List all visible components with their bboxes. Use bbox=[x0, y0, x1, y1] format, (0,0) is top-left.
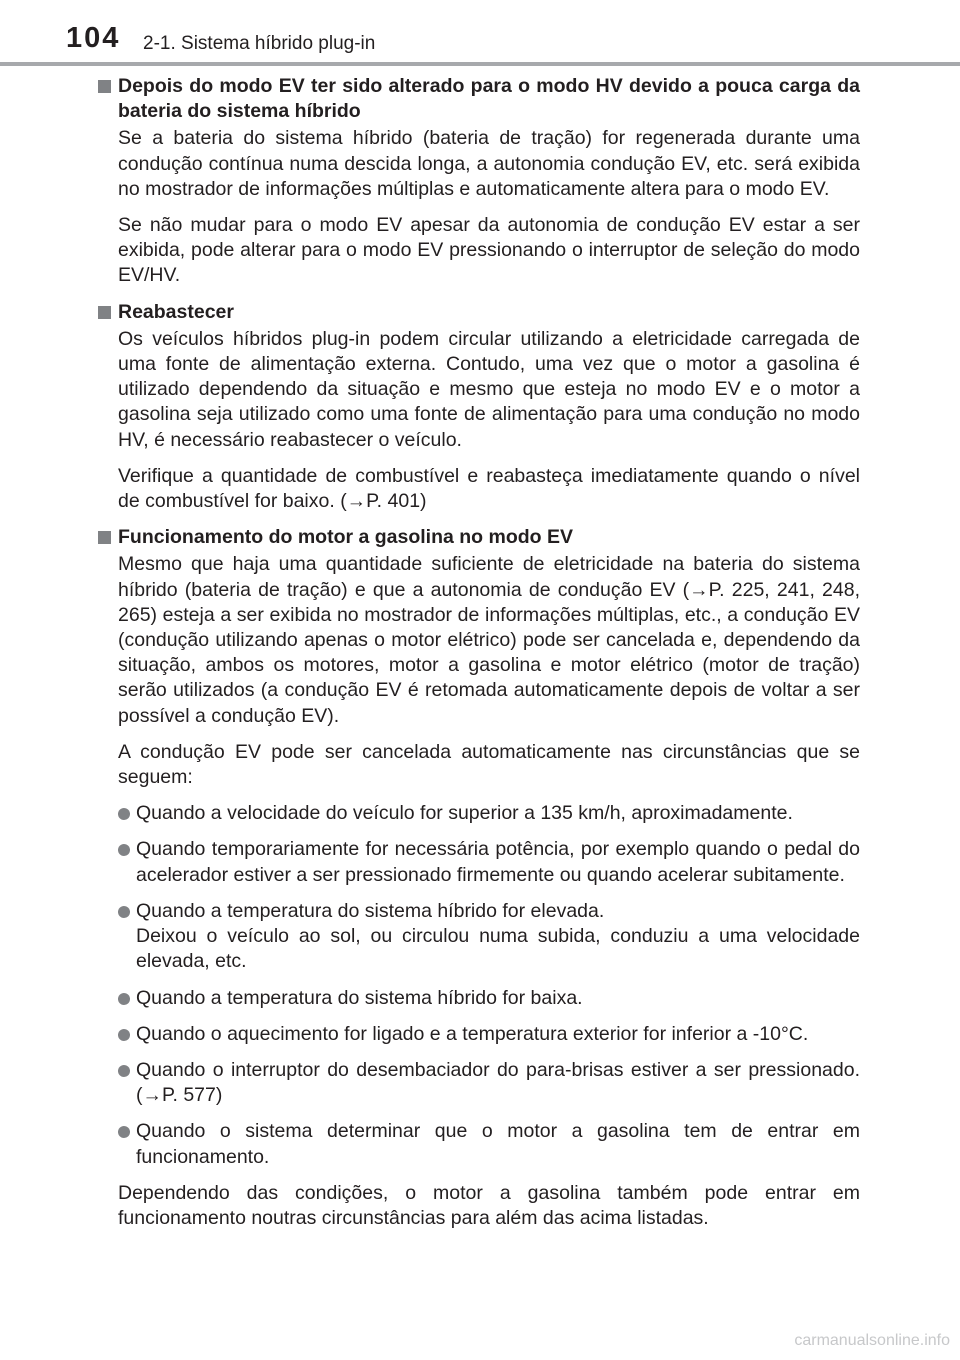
list-item bbox=[118, 837, 860, 887]
list-item bbox=[118, 801, 860, 826]
paragraph: Se a bateria do sistema híbrido (bateria de tração) for regenerada durante uma condução contínua numa descida longa, a autonomia condução EV, etc. será exibida no mostrador de informações múltiplas e automaticamente altera para o modo EV. bbox=[118, 127, 860, 200]
circle-bullet-icon bbox=[118, 844, 130, 856]
square-bullet-icon bbox=[98, 80, 111, 93]
square-bullet-icon bbox=[98, 531, 111, 544]
paragraph: Se não mudar para o modo EV apesar da autonomia de condução EV estar a ser exibida, pode alterar para o modo EV pressionando o interruptor de seleção do modo EV/HV. bbox=[118, 214, 860, 287]
list-item-text: Quando a temperatura do sistema híbrido for baixa. bbox=[136, 986, 583, 1009]
paragraph: Verifique a quantidade de combustível e reabasteça imediatamente quando o nível de combustível for baixo. (→P. 401) bbox=[118, 464, 860, 513]
list-item bbox=[118, 986, 860, 1011]
list-item-text: Quando o interruptor do desembaciador do para-brisas estiver a ser pressionado. (→P. 577) bbox=[136, 1058, 860, 1107]
paragraph: Mesmo que haja uma quantidade suficiente de eletricidade na bateria do sistema híbrido (bateria de tração) e que a autonomia de condução EV (→P. 225, 241, 248, 265) esteja a ser exibida no mostrador de informações múltiplas, etc., a condução EV (condução utilizando apenas o motor elétrico) pode ser cancelada e, dependendo da situação, ambos os motores, motor a gasolina e motor elétrico (motor de tração) serão utilizados (a condução EV é retomada automaticamente depois de voltar a ser possível a condução EV). bbox=[118, 553, 860, 727]
circle-bullet-icon bbox=[118, 1065, 130, 1077]
header-divider bbox=[0, 62, 960, 66]
square-bullet-icon bbox=[98, 306, 111, 319]
list-item bbox=[118, 1058, 860, 1108]
list-item-text: Quando temporariamente for necessária potência, por exemplo quando o pedal do acelerador estiver a ser pressionado firmemente ou quando acelerar subitamente. bbox=[136, 838, 860, 886]
circle-bullet-icon bbox=[118, 1029, 130, 1041]
page-number: 104 bbox=[66, 22, 121, 54]
list-item bbox=[118, 1022, 860, 1047]
list-item-text: Quando a temperatura do sistema híbrido for elevada. bbox=[136, 899, 605, 922]
paragraph: Os veículos híbridos plug-in podem circular utilizando a eletricidade carregada de uma fonte de alimentação externa. Contudo, uma vez que o motor a gasolina é utilizado dependendo da situação e mesmo que esteja no modo EV e o motor a gasolina seja utilizado como uma fonte de alimentação para uma condução no modo HV, é necessário reabastecer o veículo. bbox=[118, 327, 860, 451]
list-item bbox=[118, 1119, 860, 1169]
paragraph: A condução EV pode ser cancelada automaticamente nas circunstâncias que se seguem: bbox=[118, 740, 860, 789]
page-content bbox=[96, 74, 860, 1242]
watermark: carmanualsonline.info bbox=[794, 1332, 950, 1349]
topic-ev-to-hv bbox=[96, 74, 860, 289]
topic-engine-in-ev-mode bbox=[96, 525, 860, 1231]
circle-bullet-icon bbox=[118, 993, 130, 1005]
topic-heading: Funcionamento do motor a gasolina no modo EV bbox=[118, 526, 574, 549]
page-header bbox=[0, 0, 960, 70]
circle-bullet-icon bbox=[118, 906, 130, 918]
list-item bbox=[118, 899, 860, 975]
closing-paragraph: Dependendo das condições, o motor a gasolina também pode entrar em funcionamento noutras circunstâncias para além das acima listadas. bbox=[118, 1181, 860, 1229]
topic-heading: Reabastecer bbox=[118, 300, 234, 323]
list-item-text: Quando o sistema determinar que o motor a gasolina tem de entrar em funcionamento. bbox=[136, 1120, 860, 1168]
list-item-text: Quando o aquecimento for ligado e a temperatura exterior for inferior a -10°C. bbox=[136, 1022, 809, 1045]
circle-bullet-icon bbox=[118, 1126, 130, 1138]
circle-bullet-icon bbox=[118, 808, 130, 820]
list-item-text: Quando a velocidade do veículo for superior a 135 km/h, aproximadamente. bbox=[136, 802, 793, 825]
section-title: 2-1. Sistema híbrido plug-in bbox=[143, 33, 376, 54]
list-item-subtext: Deixou o veículo ao sol, ou circulou numa subida, conduziu a uma velocidade elevada, etc. bbox=[136, 925, 860, 973]
topic-heading: Depois do modo EV ter sido alterado para o modo HV devido a pouca carga da bateria do sistema híbrido bbox=[118, 75, 860, 123]
topic-refuel bbox=[96, 300, 860, 515]
